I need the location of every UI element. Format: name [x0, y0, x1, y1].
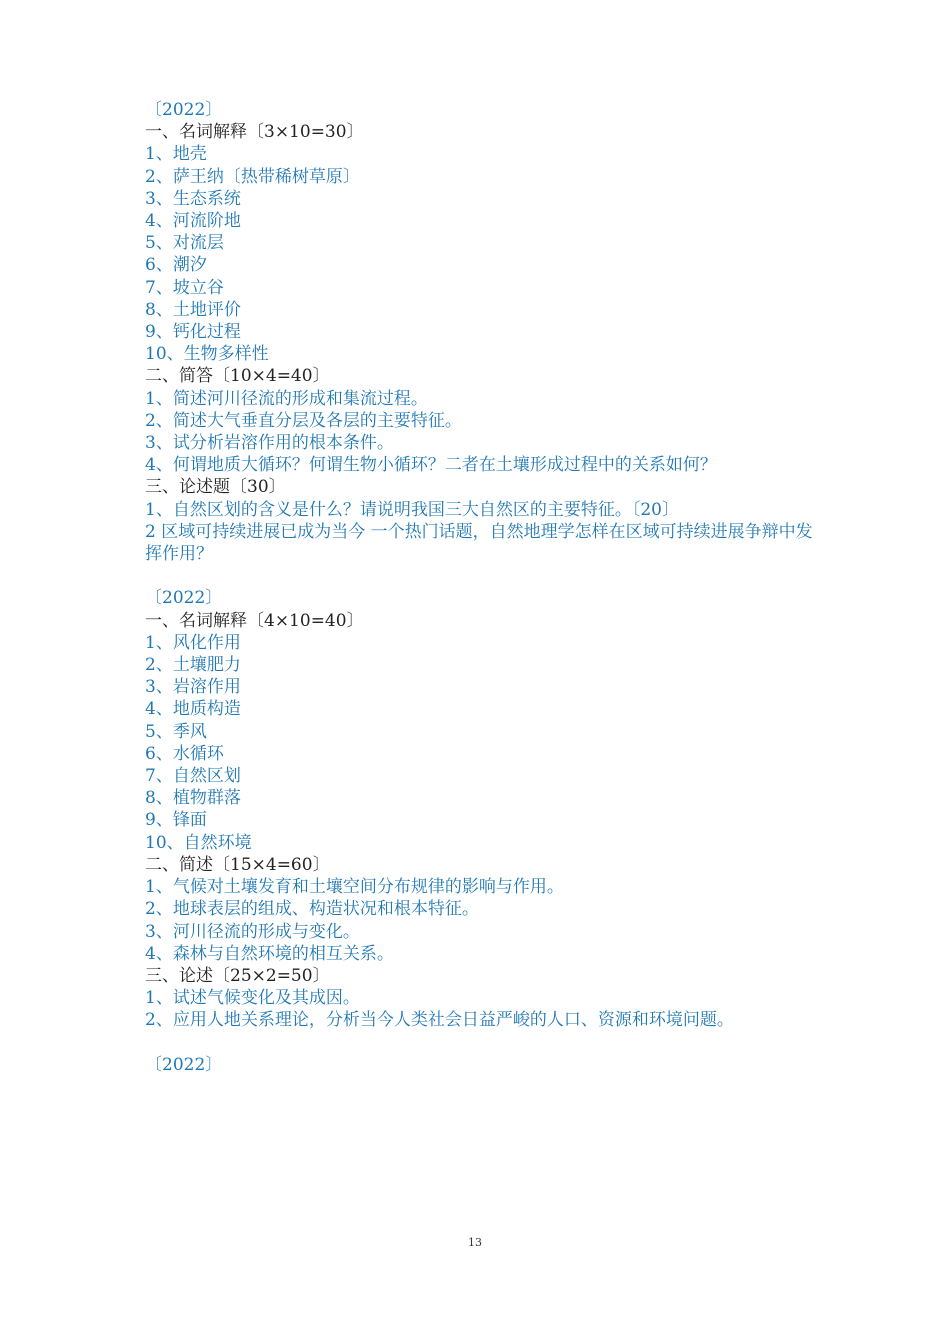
- exam2-essay-question-2: 2、应用人地关系理论，分析当今人类社会日益严峻的人口、资源和环境问题。: [145, 1010, 734, 1031]
- spacer: [145, 565, 815, 587]
- page-content: [145, 99, 815, 1076]
- exam1-year: 〔2022〕: [145, 100, 223, 120]
- exam2-term-9: 9、锋面: [145, 810, 207, 831]
- exam2-term-7: 7、自然区划: [145, 766, 241, 787]
- exam1-section2-title: 二、简答〔10×4=40〕: [145, 366, 330, 387]
- exam1-term-5: 5、对流层: [145, 233, 224, 254]
- exam2-term-5: 5、季风: [145, 721, 207, 742]
- exam1-essay-question-1: 1、自然区划的含义是什么？请说明我国三大自然区的主要特征。〔20〕: [145, 499, 679, 520]
- exam2-term-4: 4、地质构造: [145, 699, 241, 720]
- exam2-term-6: 6、水循环: [145, 743, 224, 764]
- exam1-term-3: 3、生态系统: [145, 188, 241, 209]
- exam1-short-question-4: 4、何谓地质大循环？何谓生物小循环？二者在土壤形成过程中的关系如何？: [145, 455, 717, 476]
- exam2-section3-title: 三、论述〔25×2=50〕: [145, 965, 330, 986]
- exam2-short-question-1: 1、气候对土壤发育和土壤空间分布规律的影响与作用。: [145, 877, 564, 898]
- spacer: [145, 1032, 815, 1054]
- exam2-year: 〔2022〕: [145, 588, 223, 609]
- exam1-term-7: 7、坡立谷: [145, 277, 224, 298]
- exam2-short-question-2: 2、地球表层的组成、构造状况和根本特征。: [145, 899, 479, 920]
- exam1-term-4: 4、河流阶地: [145, 211, 241, 232]
- exam1-term-9: 9、钙化过程: [145, 322, 241, 343]
- exam2-section1-title: 一、名词解释〔4×10=40〕: [145, 610, 364, 631]
- exam1-term-6: 6、潮汐: [145, 255, 207, 276]
- exam1-term-10: 10、生物多样性: [145, 344, 269, 365]
- exam1-section1-title: 一、名词解释〔3×10=30〕: [145, 122, 364, 143]
- exam2-term-3: 3、岩溶作用: [145, 677, 241, 698]
- exam1-term-1: 1、地壳: [145, 144, 207, 165]
- exam3-year: 〔2022〕: [145, 1054, 223, 1075]
- exam2-term-10: 10、自然环境: [145, 832, 252, 853]
- exam2-section2-title: 二、简述〔15×4=60〕: [145, 854, 330, 875]
- exam2-term-2: 2、土壤肥力: [145, 655, 241, 676]
- exam1-essay-question-2: 2 区域可持续进展已成为当今 一个热门话题，自然地理学怎样在区域可持续进展争辩中发挥作用？: [145, 521, 813, 565]
- exam1-term-2: 2、萨王纳〔热带稀树草原〕: [145, 166, 360, 187]
- exam1-short-question-3: 3、试分析岩溶作用的根本条件。: [145, 433, 394, 454]
- exam2-essay-question-1: 1、试述气候变化及其成因。: [145, 988, 360, 1009]
- page-number: 13: [468, 1236, 482, 1249]
- exam1-section3-title: 三、论述题〔30〕: [145, 477, 286, 498]
- exam1-term-8: 8、土地评价: [145, 299, 241, 320]
- exam2-short-question-3: 3、河川径流的形成与变化。: [145, 921, 360, 942]
- exam1-short-question-1: 1、简述河川径流的形成和集流过程。: [145, 388, 428, 409]
- exam2-term-1: 1、风化作用: [145, 632, 241, 653]
- exam2-short-question-4: 4、森林与自然环境的相互关系。: [145, 943, 394, 964]
- exam2-term-8: 8、植物群落: [145, 788, 241, 809]
- exam1-short-question-2: 2、简述大气垂直分层及各层的主要特征。: [145, 410, 462, 431]
